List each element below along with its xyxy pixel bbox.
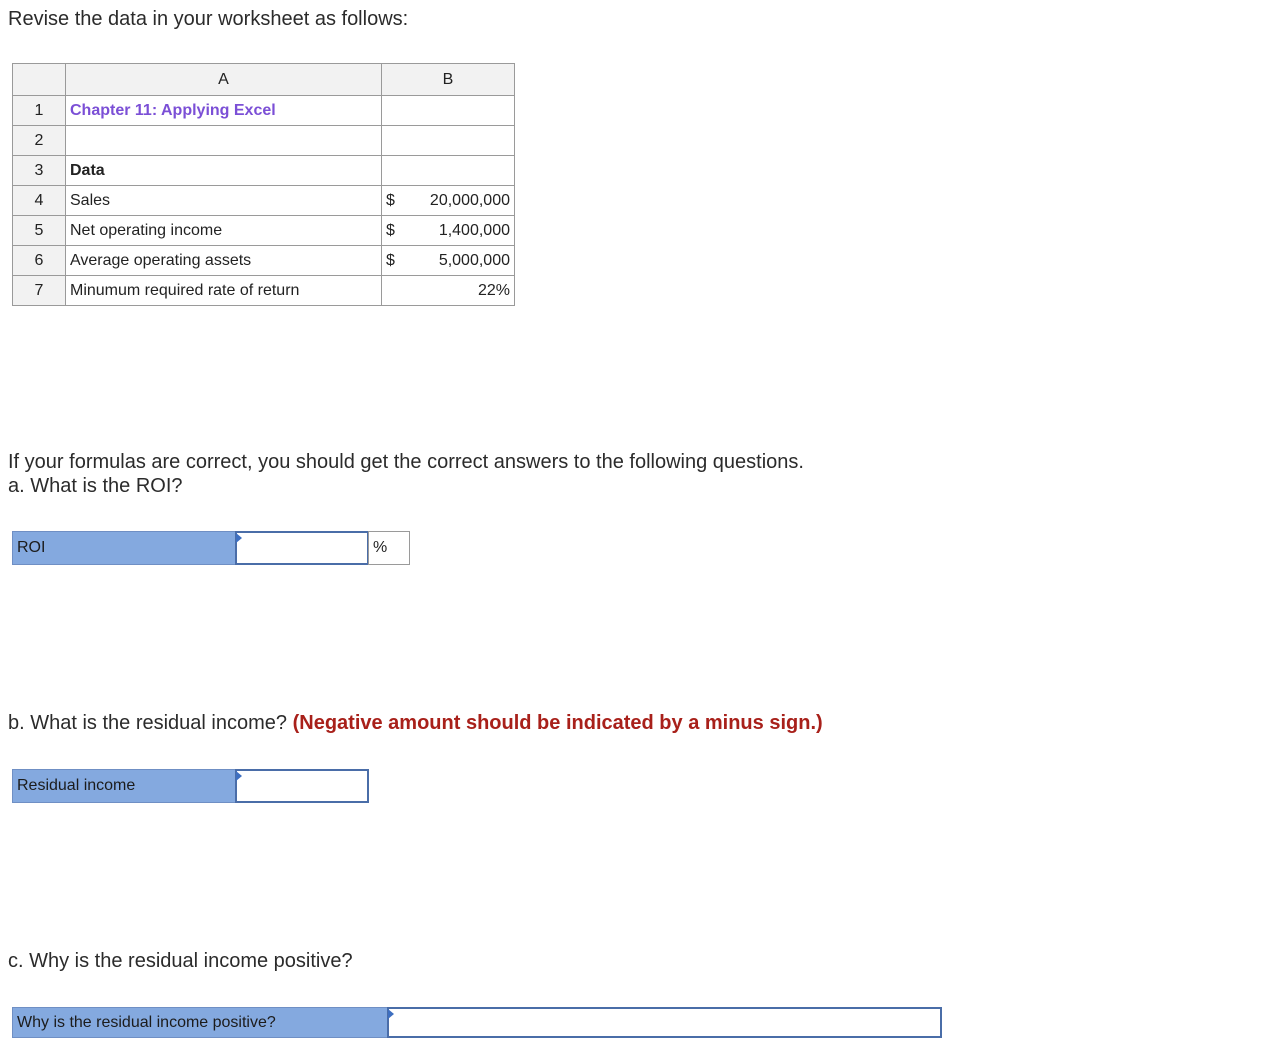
negative-sign-note: (Negative amount should be indicated by a minus sign.) — [292, 712, 823, 734]
value-cell-net-operating-income — [382, 216, 515, 246]
intro-text: If your formulas are correct, you should get the correct answers to the following questions. — [8, 451, 804, 473]
residual-income-input[interactable] — [235, 769, 369, 803]
row-number: 3 — [13, 156, 66, 186]
instructions-text: Revise the data in your worksheet as follows: — [8, 8, 409, 30]
column-header-row — [13, 64, 515, 96]
value-cell-sales — [382, 186, 515, 216]
currency-symbol: $ — [386, 191, 395, 209]
currency-symbol: $ — [386, 251, 395, 269]
table-row — [13, 96, 515, 126]
amount: 1,400,000 — [438, 221, 510, 239]
question-c-text: c. Why is the residual income positive? — [8, 950, 353, 972]
row-number: 4 — [13, 186, 66, 216]
row-number: 2 — [13, 126, 66, 156]
data-heading-cell: Data — [66, 156, 382, 186]
question-b-text — [8, 711, 823, 735]
roi-input[interactable] — [235, 531, 369, 565]
worksheet-table — [12, 63, 515, 306]
cell-a2 — [66, 126, 382, 156]
row-number: 7 — [13, 276, 66, 306]
residual-income-label: Residual income — [12, 769, 236, 803]
row-number: 1 — [13, 96, 66, 126]
label-cell-net-operating-income: Net operating income — [66, 216, 382, 246]
label-cell-required-return: Minumum required rate of return — [66, 276, 382, 306]
label-cell-sales: Sales — [66, 186, 382, 216]
roi-label: ROI — [12, 531, 236, 565]
table-row — [13, 276, 515, 306]
table-row — [13, 246, 515, 276]
table-row — [13, 126, 515, 156]
question-a-text: a. What is the ROI? — [8, 475, 183, 497]
amount: 20,000,000 — [429, 191, 510, 209]
table-row — [13, 186, 515, 216]
row-number: 6 — [13, 246, 66, 276]
why-positive-label: Why is the residual income positive? — [12, 1007, 388, 1038]
table-row — [13, 156, 515, 186]
value-cell-required-return: 22% — [382, 276, 515, 306]
sheet-title-cell: Chapter 11: Applying Excel — [66, 96, 382, 126]
corner-cell — [13, 64, 66, 96]
row-number: 5 — [13, 216, 66, 246]
value-cell-average-operating-assets — [382, 246, 515, 276]
cell-b1 — [382, 96, 515, 126]
why-positive-input[interactable] — [387, 1007, 942, 1038]
column-header-a: A — [66, 64, 382, 96]
currency-symbol: $ — [386, 221, 395, 239]
input-marker-icon — [236, 771, 242, 781]
cell-b3 — [382, 156, 515, 186]
cell-b2 — [382, 126, 515, 156]
input-marker-icon — [236, 533, 242, 543]
percent-unit: % — [368, 531, 410, 565]
column-header-b: B — [382, 64, 515, 96]
amount: 5,000,000 — [438, 251, 510, 269]
question-b-label: b. What is the residual income? — [8, 712, 288, 734]
table-row — [13, 216, 515, 246]
label-cell-average-operating-assets: Average operating assets — [66, 246, 382, 276]
input-marker-icon — [388, 1009, 394, 1019]
